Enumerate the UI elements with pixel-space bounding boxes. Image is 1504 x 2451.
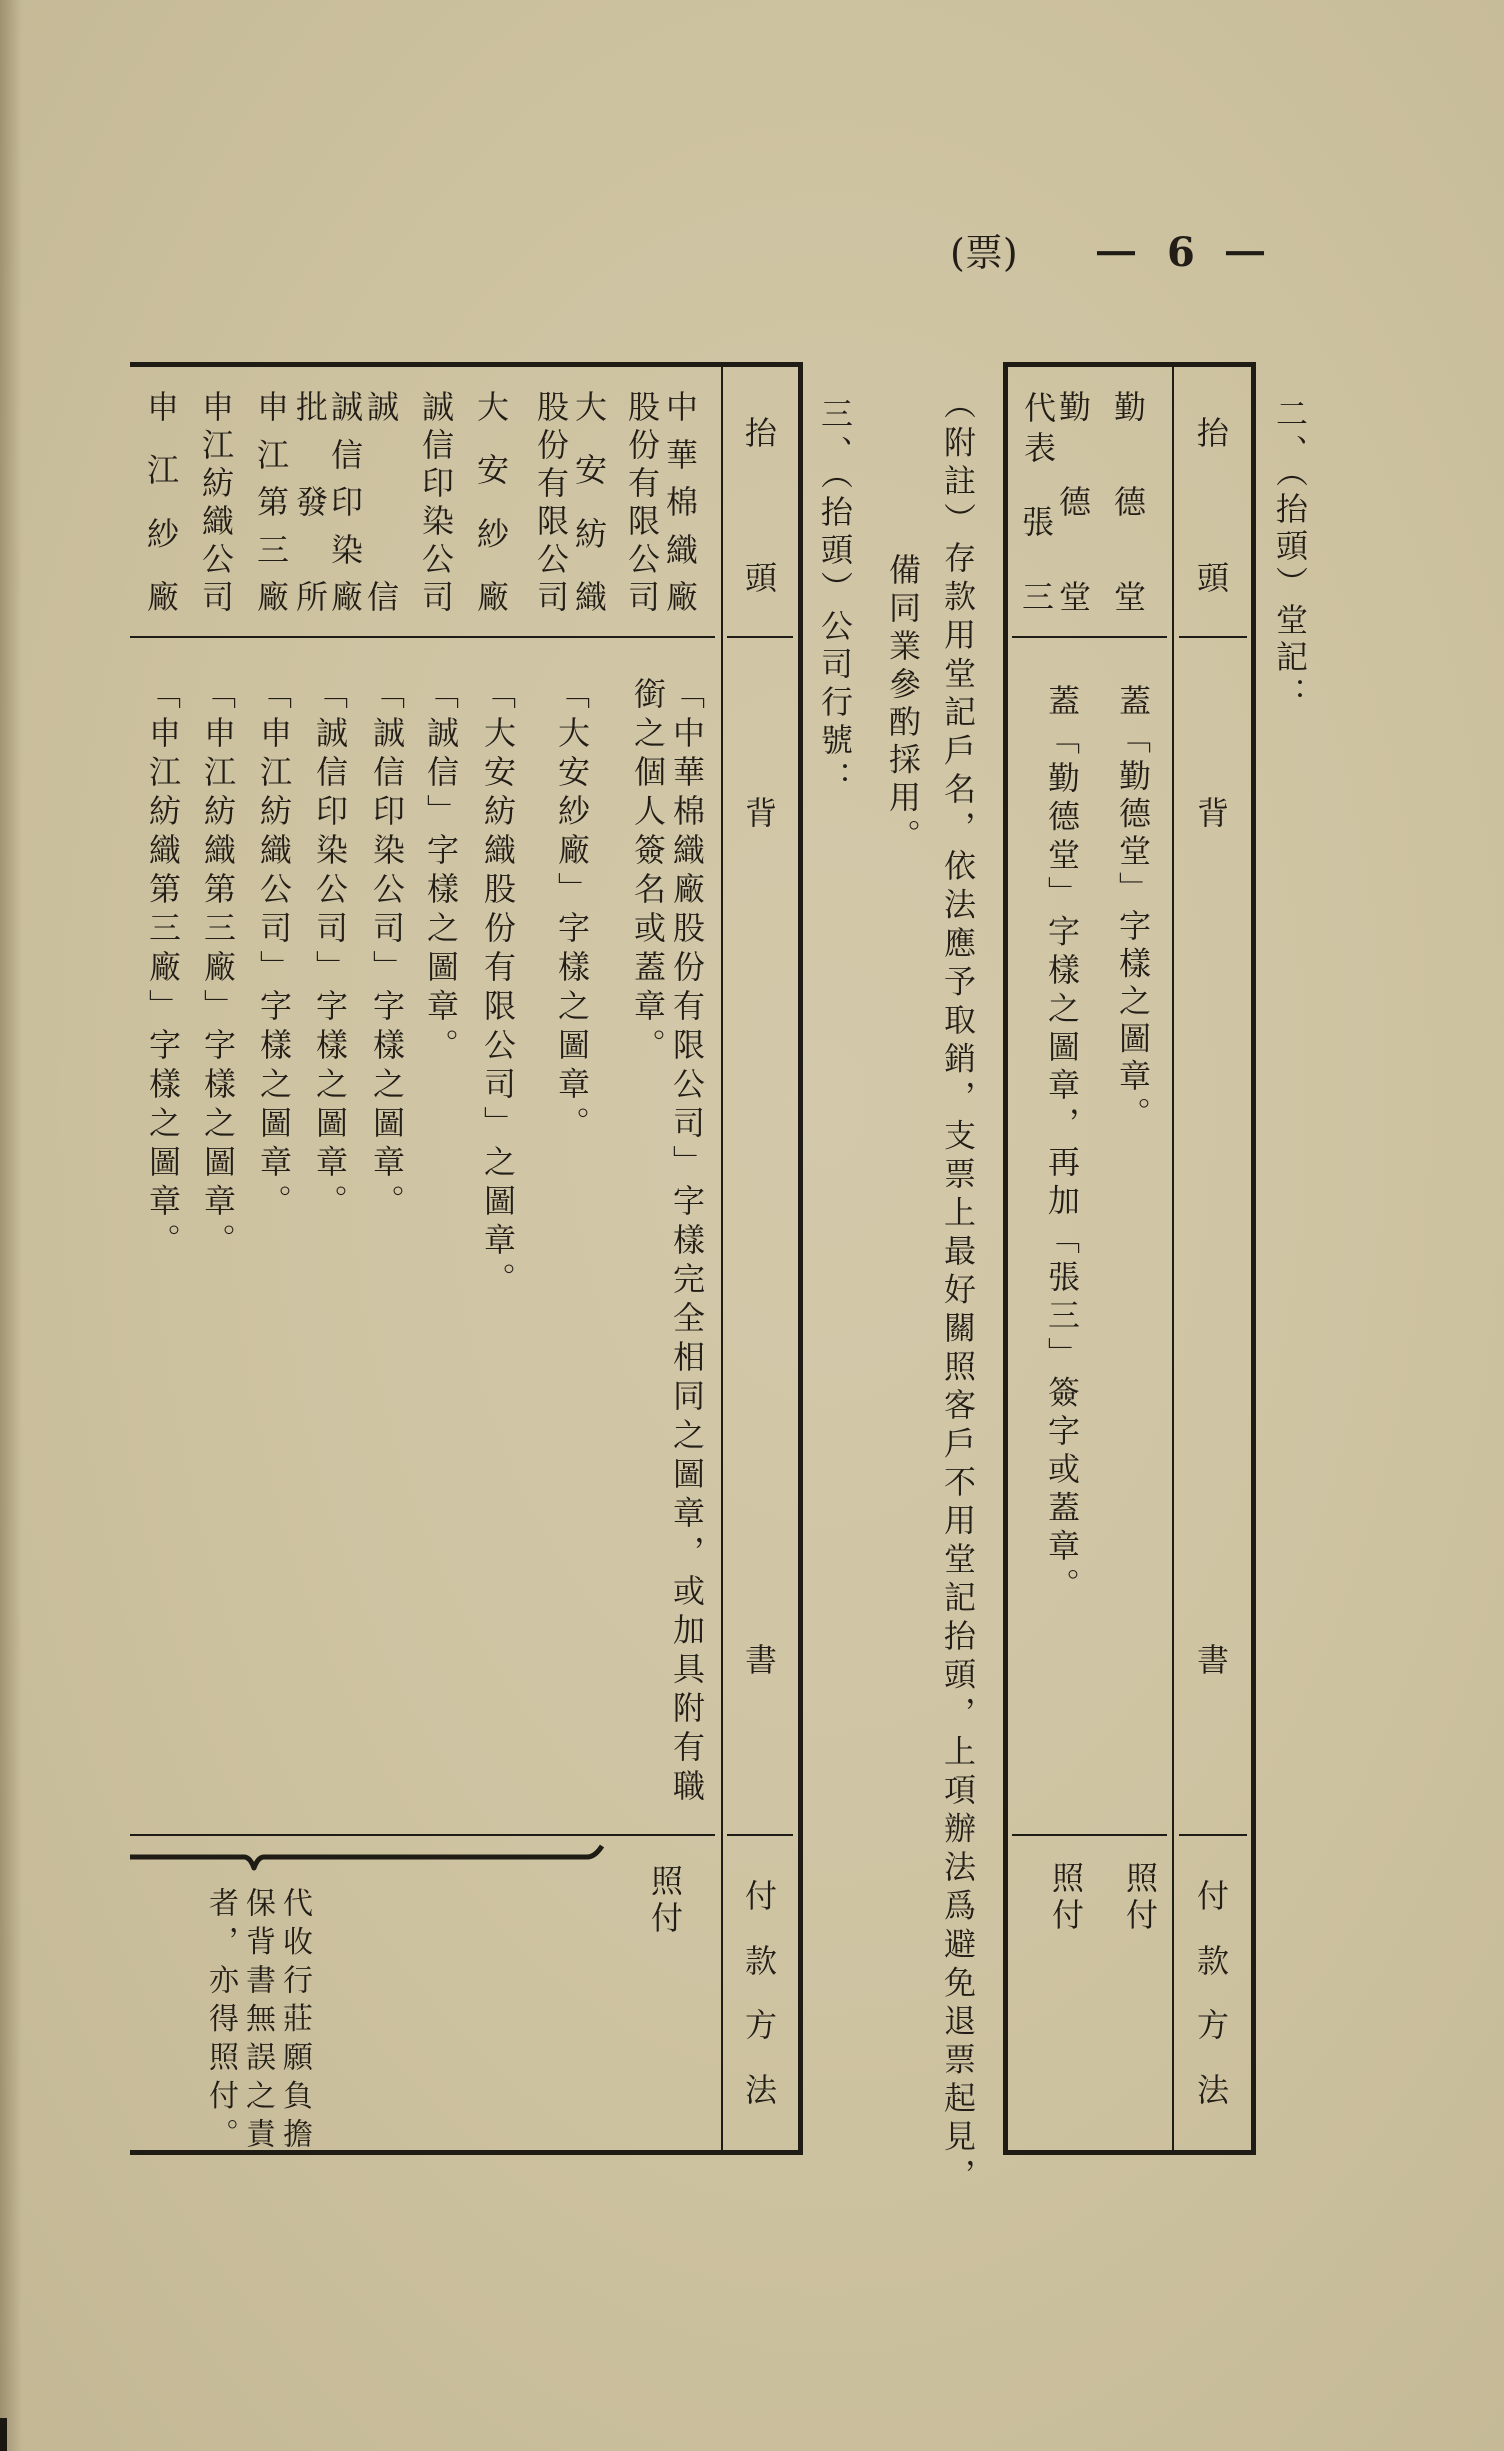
row-divider [130, 636, 715, 638]
glyph: 誠 [330, 388, 363, 426]
dash-right: — [1225, 228, 1265, 274]
glyph: 紡 [574, 514, 607, 553]
section-3-heading: 三、（抬頭）公司行號： [816, 397, 854, 799]
glyph: 棉 [665, 483, 698, 521]
glyph: 紗 [476, 514, 509, 553]
section-mark: (票) [950, 231, 1018, 275]
glyph: 背 [1196, 794, 1229, 832]
glyph: 織 [665, 530, 698, 569]
glyph: 印 [421, 464, 454, 502]
glyph: 背 [744, 794, 777, 832]
label-payee [1196, 414, 1230, 597]
glyph: 申 [256, 388, 289, 426]
glyph: 有 [627, 464, 660, 502]
glyph: 德 [1113, 483, 1146, 521]
dash-left: — [1096, 228, 1136, 274]
note-line-2: 備同業參酌採用。 [884, 553, 922, 857]
representative-title: 代表 [1019, 391, 1057, 471]
section-2-heading: 二、（抬頭）堂記： [1271, 397, 1309, 714]
glyph: 方 [744, 2006, 777, 2045]
glyph: 公 [421, 540, 454, 578]
payee-cell [536, 388, 570, 616]
glyph: 申 [146, 388, 179, 426]
glyph: 公 [201, 540, 234, 578]
payee-cell [295, 388, 329, 616]
glyph: 中 [665, 388, 698, 426]
payee-cell [665, 388, 699, 616]
brace-divider [125, 1840, 615, 1876]
glyph: 信 [366, 578, 399, 616]
glyph: 廠 [146, 577, 179, 616]
glyph: 江 [146, 451, 179, 490]
payee-cell [574, 388, 608, 616]
row-divider [1179, 636, 1247, 638]
glyph: 頭 [1196, 559, 1229, 597]
row-divider [727, 636, 793, 638]
glyph: 公 [536, 540, 569, 578]
endorsement-cell: 「誠信」字樣之圖章。 [422, 677, 460, 1067]
glyph: 第 [256, 483, 289, 521]
scan-corner-mark [0, 2418, 7, 2451]
glyph: 抬 [744, 414, 777, 452]
glyph: 付 [1196, 1877, 1229, 1915]
row-divider [1012, 636, 1167, 638]
glyph: 書 [744, 1641, 777, 1679]
payee-cell [146, 388, 180, 616]
payee-cell [1058, 388, 1092, 616]
glyph: 限 [627, 502, 660, 540]
glyph: 德 [1058, 483, 1091, 521]
glyph: 堂 [1113, 578, 1146, 616]
glyph: 華 [665, 435, 698, 474]
glyph: 信 [330, 435, 363, 474]
glyph: 勤 [1113, 388, 1146, 426]
glyph: 法 [744, 2070, 777, 2109]
glyph: 印 [330, 483, 363, 521]
payee-cell [627, 388, 661, 616]
column-divider [721, 364, 723, 2153]
glyph: 限 [536, 502, 569, 540]
glyph: 信 [421, 426, 454, 464]
glyph: 發 [295, 483, 328, 521]
note-line-1: （附註）存款用堂記戶名，依法應予取銷，支票上最好關照客戶不用堂記抬頭，上項辦法爲避免退票起見， [939, 387, 977, 2197]
glyph: 大 [476, 388, 509, 426]
glyph: 有 [536, 464, 569, 502]
endorsement-cell: 「申江紡織第三廠」字樣之圖章。 [144, 677, 182, 1262]
payee-cell [366, 388, 400, 616]
glyph: 司 [536, 578, 569, 616]
payment-conditional-line: 保背書無誤之責 [240, 1887, 275, 2157]
glyph: 張 [1021, 503, 1054, 541]
payment-cell: 照付 [1047, 1861, 1085, 1935]
glyph: 付 [744, 1877, 777, 1915]
endorsement-cell: 「誠信印染公司」字樣之圖章。 [311, 677, 349, 1223]
glyph: 誠 [366, 388, 399, 426]
glyph: 安 [574, 451, 607, 490]
glyph: 大 [574, 388, 607, 426]
glyph: 司 [421, 578, 454, 616]
page-number: 6 [1167, 229, 1195, 276]
label-payee [744, 414, 778, 597]
glyph: 江 [201, 426, 234, 464]
glyph: 染 [421, 502, 454, 540]
endorsement-cell: 銜之個人簽名或蓋章。 [629, 677, 667, 1067]
representative-name [1021, 503, 1055, 616]
table-right-border [798, 362, 803, 2155]
glyph: 勤 [1058, 388, 1091, 426]
glyph: 廠 [330, 578, 363, 616]
payee-cell [256, 388, 290, 616]
glyph: 織 [201, 502, 234, 540]
glyph: 申 [201, 388, 234, 426]
payee-cell [1113, 388, 1147, 616]
endorsement-cell: 蓋「勤德堂」字樣之圖章。 [1114, 684, 1152, 1134]
glyph: 書 [1196, 1641, 1229, 1679]
glyph: 款 [744, 1941, 777, 1980]
row-divider [727, 1834, 793, 1836]
glyph: 批 [295, 388, 328, 426]
payee-cell [421, 388, 455, 616]
endorsement-cell: 「申江紡織公司」字樣之圖章。 [255, 677, 293, 1223]
payment-standard: 照付 [646, 1864, 684, 1938]
glyph: 染 [330, 530, 363, 569]
endorsement-cell: 「誠信印染公司」字樣之圖章。 [368, 677, 406, 1223]
glyph: 所 [295, 578, 328, 616]
glyph: 股 [627, 388, 660, 426]
glyph: 款 [1196, 1941, 1229, 1980]
payee-cell [201, 388, 235, 616]
endorsement-cell: 蓋「勤德堂」字樣之圖章，再加「張三」簽字或蓋章。 [1043, 684, 1081, 1606]
glyph: 廠 [665, 578, 698, 616]
glyph: 法 [1196, 2070, 1229, 2109]
glyph: 司 [627, 578, 660, 616]
payment-cell: 照付 [1121, 1861, 1159, 1935]
payment-conditional-line: 者，亦得照付。 [203, 1887, 238, 2157]
glyph: 抬 [1196, 414, 1229, 452]
page-edge-shadow [0, 0, 22, 2451]
glyph: 誠 [421, 388, 454, 426]
glyph: 公 [627, 540, 660, 578]
glyph: 紗 [146, 514, 179, 553]
glyph: 紡 [201, 464, 234, 502]
glyph: 織 [574, 577, 607, 616]
glyph: 三 [256, 530, 289, 569]
endorsement-cell: 「大安紡織股份有限公司」之圖章。 [479, 677, 517, 1301]
endorsement-cell: 「大安紗廠」字樣之圖章。 [553, 677, 591, 1145]
glyph: 方 [1196, 2006, 1229, 2045]
payee-cell [330, 388, 364, 616]
glyph: 司 [201, 578, 234, 616]
glyph: 廠 [256, 578, 289, 616]
table-top-border [130, 362, 803, 367]
glyph: 廠 [476, 577, 509, 616]
row-divider [1012, 1834, 1167, 1836]
glyph: 江 [256, 435, 289, 474]
glyph: 份 [536, 426, 569, 464]
glyph: 堂 [1058, 578, 1091, 616]
glyph: 頭 [744, 559, 777, 597]
endorsement-cell: 「申江紡織第三廠」字樣之圖章。 [199, 677, 237, 1262]
glyph: 安 [476, 451, 509, 490]
glyph: 股 [536, 388, 569, 426]
label-payment-method [744, 1877, 778, 2109]
label-payment-method [1196, 1877, 1230, 2109]
payee-cell [476, 388, 510, 616]
row-divider [1179, 1834, 1247, 1836]
label-endorsement [1196, 794, 1230, 1679]
glyph: 份 [627, 426, 660, 464]
column-divider [1172, 364, 1174, 2153]
payment-conditional-line: 代收行莊願負擔 [277, 1887, 312, 2157]
row-divider [130, 1834, 715, 1836]
label-endorsement [744, 794, 778, 1679]
glyph: 三 [1021, 578, 1054, 616]
endorsement-cell: 「中華棉織廠股份有限公司」字樣完全相同之圖章，或加具附有職 [668, 677, 706, 1808]
